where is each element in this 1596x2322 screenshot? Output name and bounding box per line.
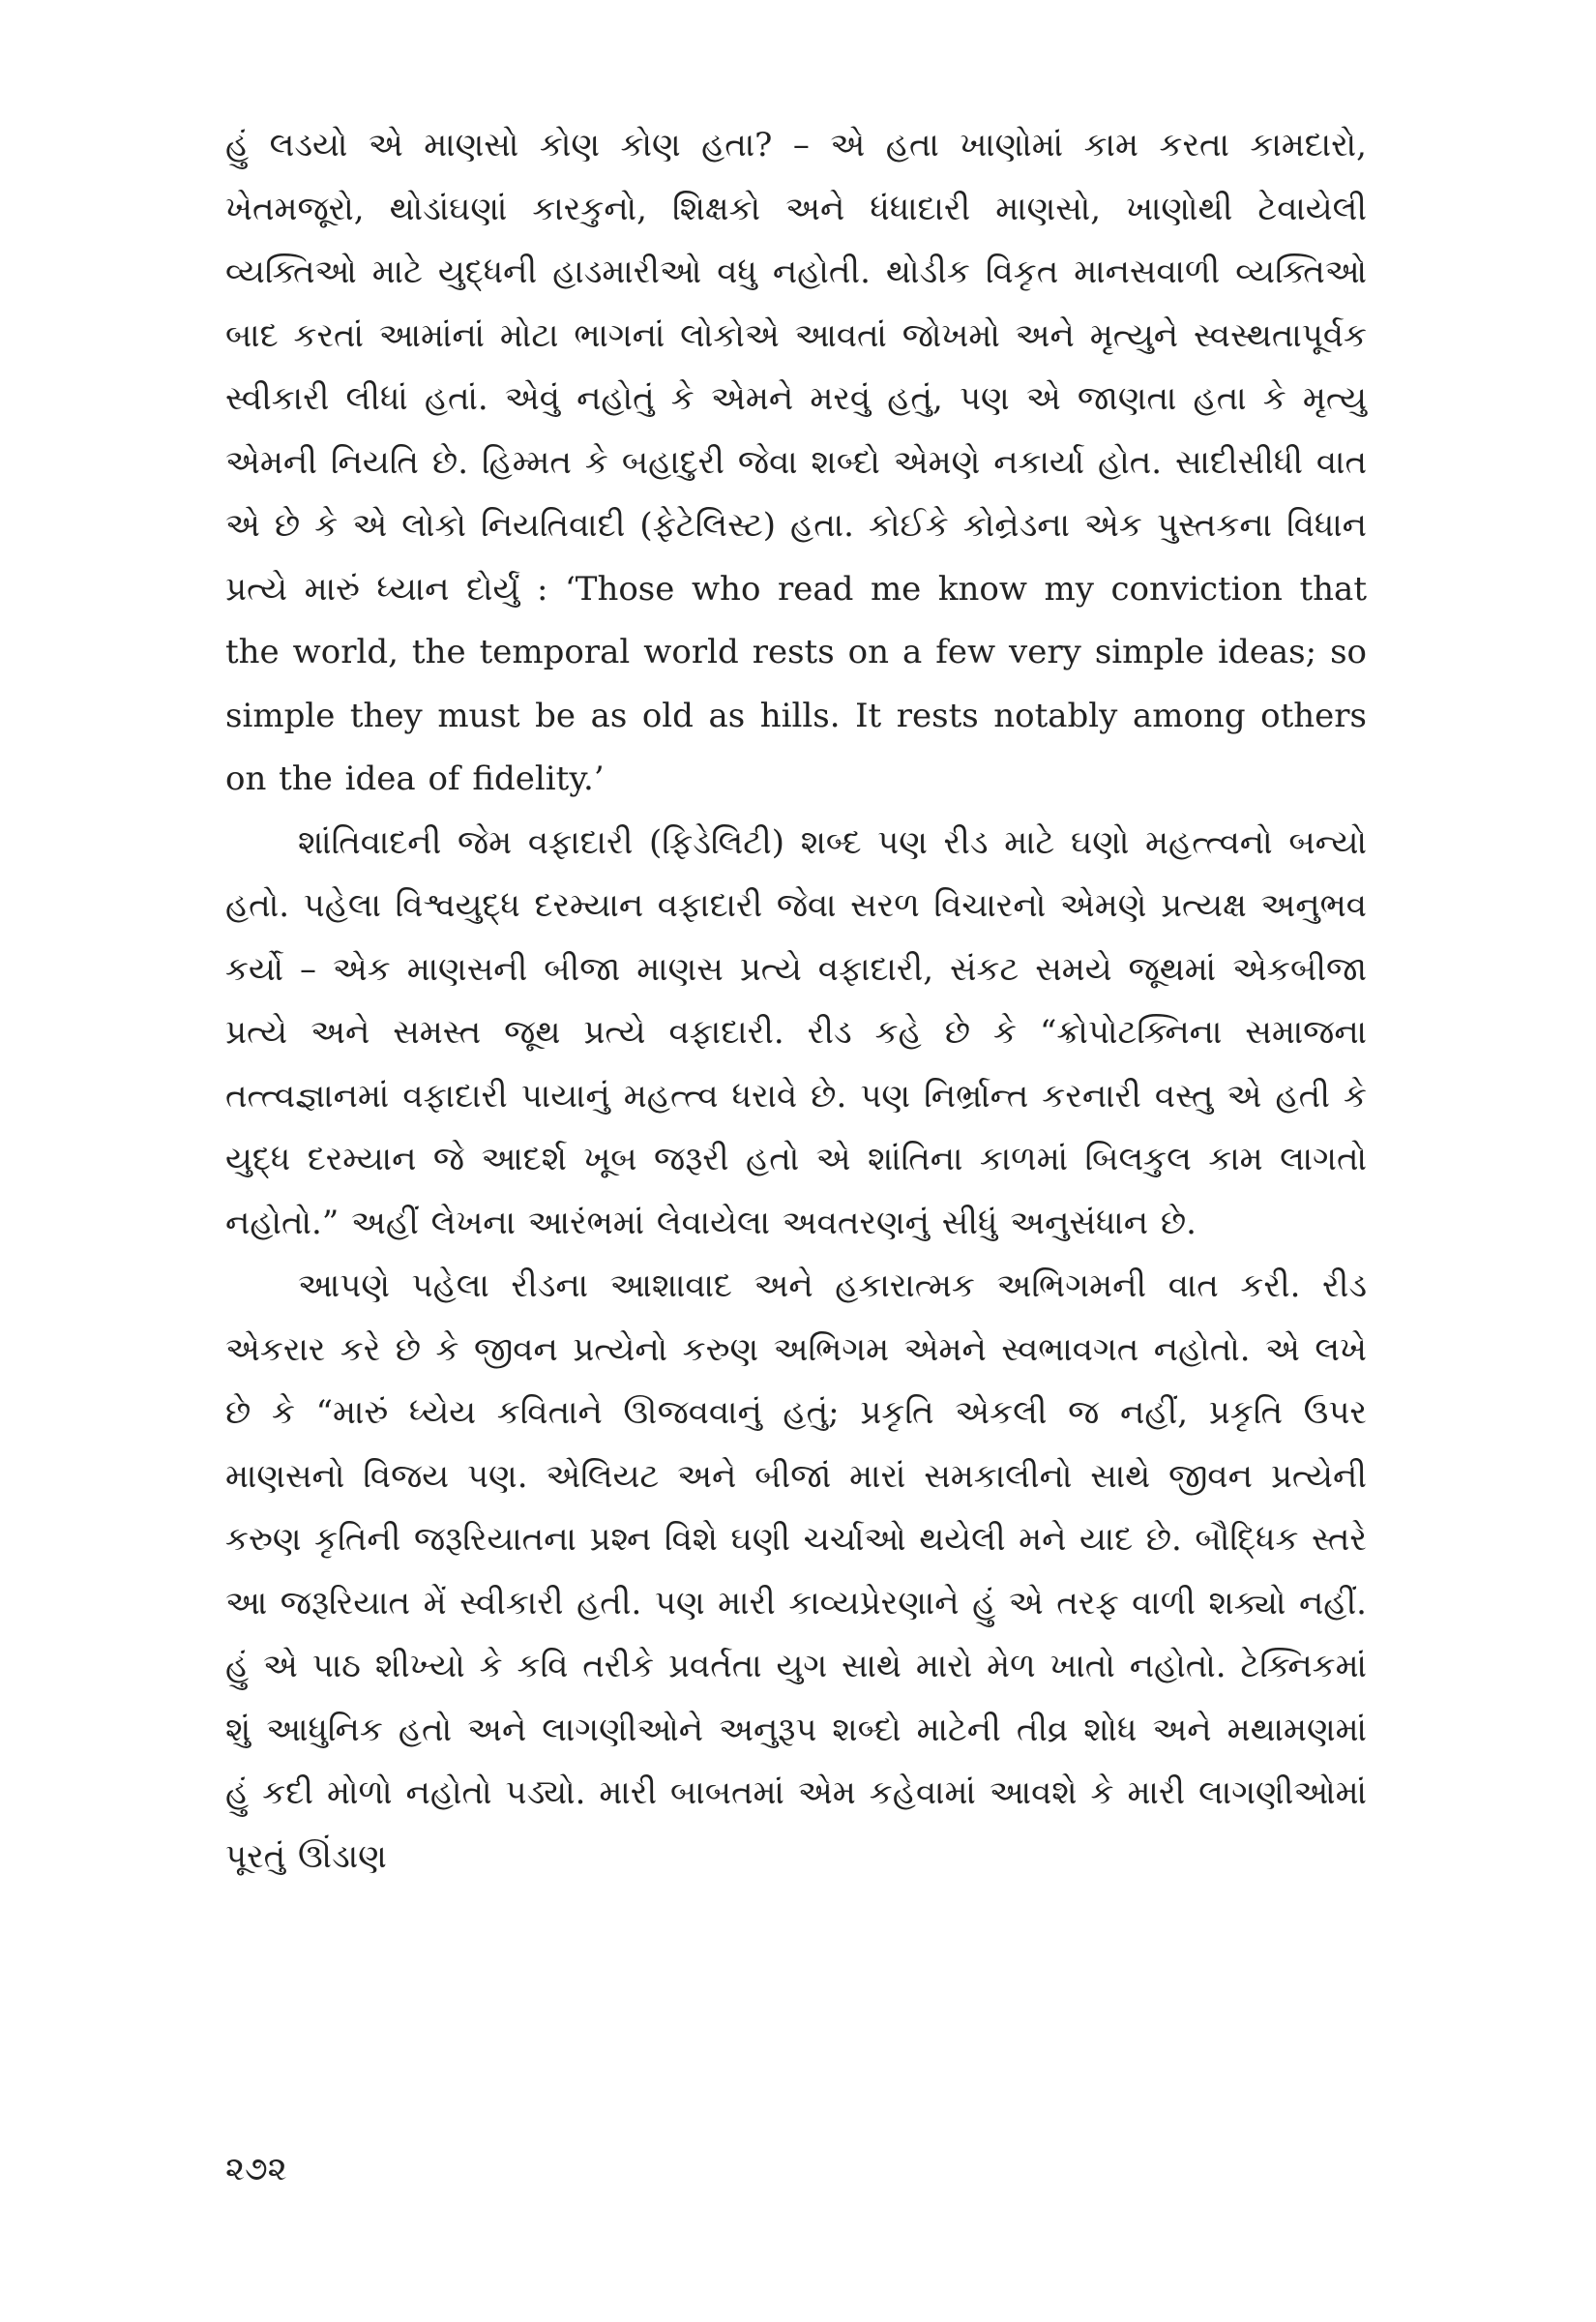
body-text bbox=[225, 114, 1367, 1889]
paragraph-2: શાંતિવાદની જેમ વફાદારી (ફિડેલિટી) શબ્દ પણ રીડ માટે ઘણો મહત્ત્વનો બન્યો હતો. પહેલા વિશ્વયુદ્ધ દરમ્યાન વફાદારી જેવા સરળ વિચારનો એમણે પ્રત્યક્ષ અનુભવ કર્યો – એક માણસની બીજા માણસ પ્રત્યે વફાદારી, સંકટ સમયે જૂથમાં એકબીજા પ્રત્યે અને સમસ્ત જૂથ પ્રત્યે વફાદારી. રીડ કહે છે કે “ક્રોપોટક્નિના સમાજના તત્ત્વજ્ઞાનમાં વફાદારી પાયાનું મહત્ત્વ ધરાવે છે. પણ નિર્ભ્રાન્ત કરનારી વસ્તુ એ હતી કે યુદ્ધ દરમ્યાન જે આદર્શ ખૂબ જરૂરી હતો એ શાંતિના કાળમાં બિલકુલ કામ લાગતો નહોતો.” અહીં લેખના આરંભમાં લેવાયેલા અવતરણનું સીધું અનુસંધાન છે. bbox=[225, 822, 1367, 1242]
page-number: ૨૭૨ bbox=[225, 2150, 287, 2188]
paragraph-3: આપણે પહેલા રીડના આશાવાદ અને હકારાત્મક અભિગમની વાત કરી. રીડ એકરાર કરે છે કે જીવન પ્રત્યેનો કરુણ અભિગમ એમને સ્વભાવગત નહોતો. એ લખે છે કે “મારું ધ્યેય કવિતાને ઊજવવાનું હતું; પ્રકૃતિ એકલી જ નહીં, પ્રકૃતિ ઉપર માણસનો વિજય પણ. એલિયટ અને બીજાં મારાં સમકાલીનો સાથે જીવન પ્રત્યેની કરુણ કૃતિની જરૂરિયાતના પ્રશ્ન વિશે ઘણી ચર્ચાઓ થયેલી મને યાદ છે. બૌદ્ધિક સ્તરે આ જરૂરિયાત મેં સ્વીકારી હતી. પણ મારી કાવ્યપ્રેરણાને હું એ તરફ વાળી શક્યો નહીં. હું એ પાઠ શીખ્યો કે કવિ તરીકે પ્રવર્તતા યુગ સાથે મારો મેળ ખાતો નહોતો. ટેક્નિકમાં શું આધુનિક હતો અને લાગણીઓને અનુરૂપ શબ્દો માટેની તીવ્ર શોધ અને મથામણમાં હું કદી મોળો નહોતો પડ્યો. મારી બાબતમાં એમ કહેવામાં આવશે કે મારી લાગણીઓમાં પૂરતું ઊંડાણ bbox=[225, 1266, 1367, 1876]
paragraph-1: હું લડયો એ માણસો કોણ કોણ હતા? – એ હતા ખાણોમાં કામ કરતા કામદારો, ખેતમજૂરો, થોડાંઘણાં કારકુનો, શિક્ષકો અને ધંધાદારી માણસો, ખાણોથી ટેવાયેલી વ્યક્તિઓ માટે યુદ્ધની હાડમારીઓ વધુ નહોતી. થોડીક વિકૃત માનસવાળી વ્યક્તિઓ બાદ કરતાં આમાંનાં મોટા ભાગનાં લોકોએ આવતાં જોખમો અને મૃત્યુને સ્વસ્થતાપૂર્વક સ્વીકારી લીધાં હતાં. એવું નહોતું કે એમને મરવું હતું, પણ એ જાણતા હતા કે મૃત્યુ એમની નિયતિ છે. હિમ્મત કે બહાદુરી જેવા શબ્દો એમણે નકાર્યા હોત. સાદીસીધી વાત એ છે કે એ લોકો નિયતિવાદી (ફેટેલિસ્ટ) હતા. કોઈકે કોન્રેડના એક પુસ્તકના વિધાન પ્રત્યે મારું ધ્યાન દોર્યું : ‘Those who read me know my conviction that the world, the temporal world rests on a few very simple ideas; so simple they must be as old as hills. It rests notably among others on the idea of fidelity.’ bbox=[225, 126, 1367, 798]
